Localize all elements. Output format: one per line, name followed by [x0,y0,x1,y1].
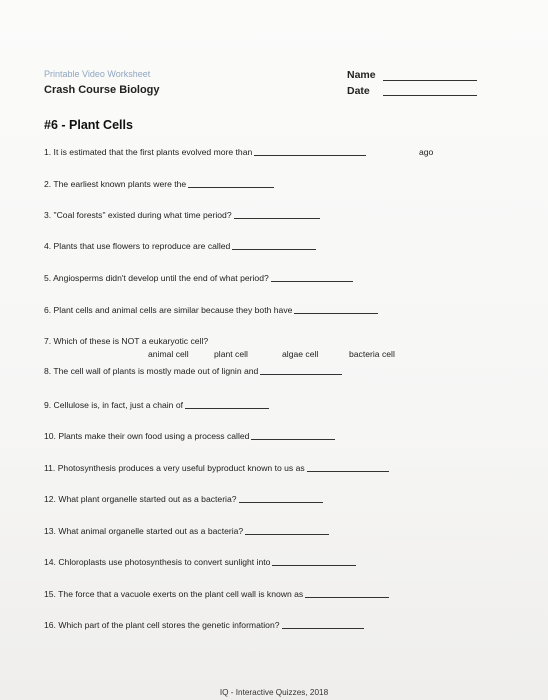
answer-blank[interactable] [188,187,274,188]
question-text: 4. Plants that use flowers to reproduce are called [44,241,231,251]
choice-animal-cell[interactable]: animal cell [148,349,189,359]
footer-credit: IQ - Interactive Quizzes, 2018 [219,688,329,697]
question-1 [44,147,366,157]
question-14 [44,557,356,567]
answer-blank[interactable] [234,218,320,219]
course-name: Crash Course Biology [44,84,160,96]
worksheet-type: Printable Video Worksheet [44,69,151,79]
name-field[interactable] [383,80,477,81]
question-9 [44,400,269,410]
answer-blank[interactable] [254,155,366,156]
answer-blank[interactable] [271,281,353,282]
question-text: 10. Plants make their own food using a process called [44,431,250,441]
question-text: 2. The earliest known plants were the [44,179,187,189]
question-1-suffix: ago [419,147,434,157]
question-text: 1. It is estimated that the first plants evolved more than [44,147,253,157]
question-2 [44,179,274,189]
answer-blank[interactable] [185,408,269,409]
page-title: #6 - Plant Cells [44,118,133,132]
question-text: 6. Plant cells and animal cells are similar because they both have [44,305,293,315]
choice-bacteria-cell[interactable]: bacteria cell [349,349,395,359]
answer-blank[interactable] [307,471,389,472]
question-8 [44,366,342,376]
question-text: 7. Which of these is NOT a eukaryotic cell? [44,336,209,346]
choice-algae-cell[interactable]: algae cell [282,349,319,359]
answer-blank[interactable] [282,628,364,629]
question-15 [44,589,389,599]
answer-blank[interactable] [239,502,323,503]
question-12 [44,494,323,504]
question-text: 15. The force that a vacuole exerts on the plant cell wall is known as [44,589,304,599]
question-text: 14. Chloroplasts use photosynthesis to convert sunlight into [44,557,271,567]
question-text: 16. Which part of the plant cell stores the genetic information? [44,620,280,630]
question-text: 9. Cellulose is, in fact, just a chain of [44,400,184,410]
question-3 [44,210,320,220]
date-field[interactable] [383,95,477,96]
question-16 [44,620,364,630]
question-11 [44,463,389,473]
answer-blank[interactable] [294,313,378,314]
question-text: 5. Angiosperms didn't develop until the end of what period? [44,273,269,283]
answer-blank[interactable] [260,374,342,375]
answer-blank[interactable] [245,534,329,535]
choice-plant-cell[interactable]: plant cell [214,349,248,359]
question-5 [44,273,353,283]
answer-blank[interactable] [305,597,389,598]
question-text: 8. The cell wall of plants is mostly made out of lignin and [44,366,259,376]
question-13 [44,526,329,536]
answer-blank[interactable] [272,565,356,566]
question-text: 11. Photosynthesis produces a very useful byproduct known to us as [44,463,305,473]
question-4 [44,241,316,251]
name-label: Name [347,69,376,81]
question-10 [44,431,335,441]
question-text: 13. What animal organelle started out as a bacteria? [44,526,244,536]
question-text: 12. What plant organelle started out as a bacteria? [44,494,237,504]
question-7 [44,336,208,346]
answer-blank[interactable] [232,249,316,250]
question-6 [44,305,378,315]
answer-blank[interactable] [251,439,335,440]
date-label: Date [347,85,370,97]
question-text: 3. "Coal forests" existed during what time period? [44,210,232,220]
